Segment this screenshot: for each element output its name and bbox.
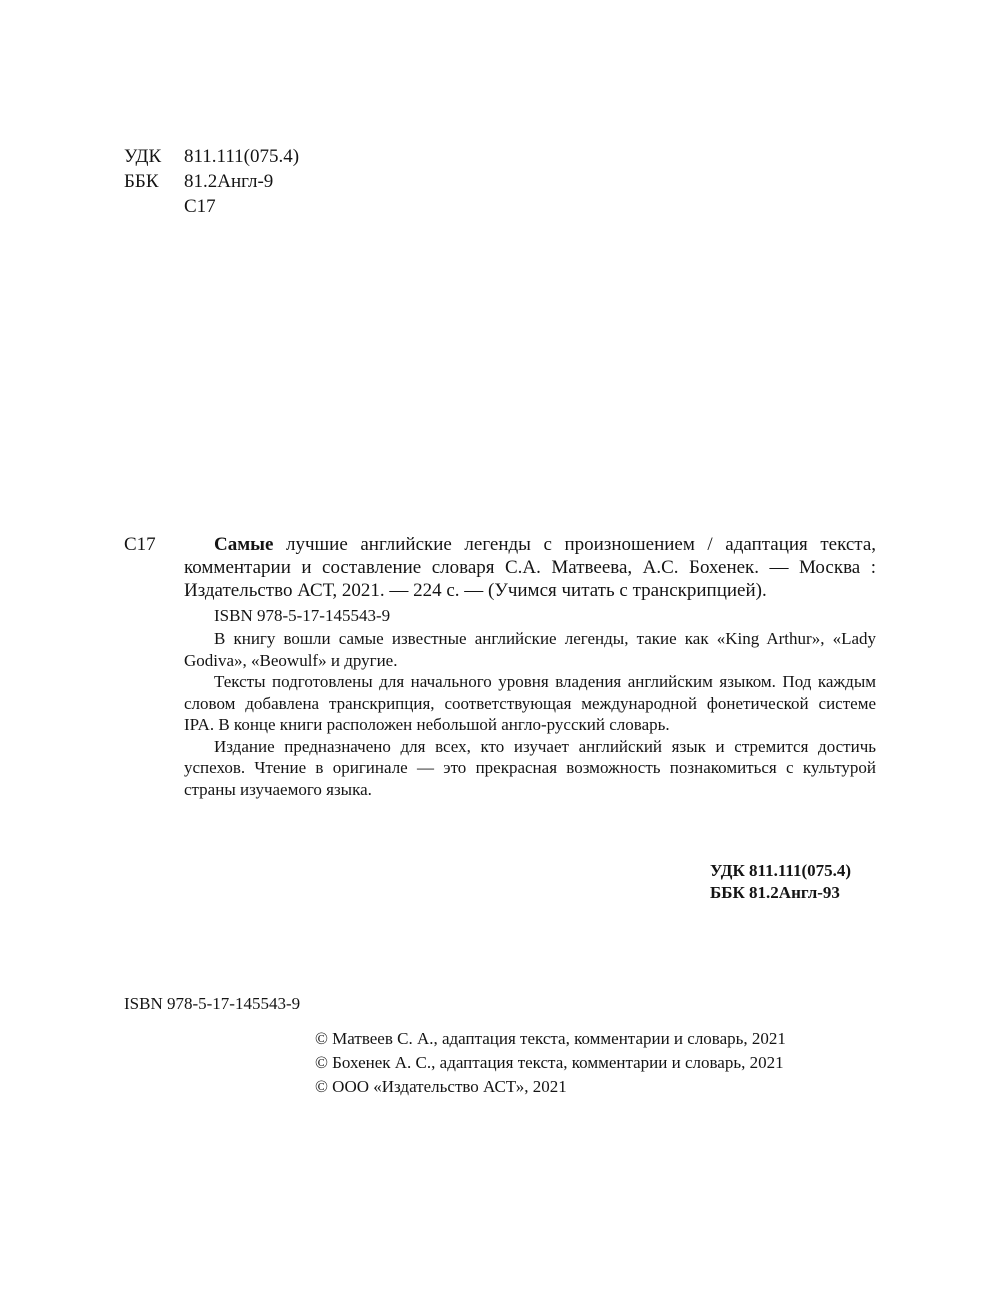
copyright-block bbox=[315, 1027, 786, 1099]
annotation-paragraph-2: Тексты подготовлены для начального уровня владения английским языком. Под каждым словом добавлена транскрипция, соответствующая международной фонетической системе IPA. В конце книги расположен небольшой англо-русский словарь. bbox=[184, 672, 876, 734]
title-first-word: Самые bbox=[214, 534, 274, 555]
top-classification-block bbox=[124, 144, 299, 219]
classification-codes bbox=[710, 860, 851, 904]
bbk-label: ББК bbox=[124, 171, 159, 192]
bibliographic-description bbox=[184, 533, 876, 602]
card-body bbox=[184, 533, 876, 800]
annotation-paragraph-3: Издание предназначено для всех, кто изучает английский язык и стремится достичь успехов. Чтение в оригинале — это прекрасная возможность познакомиться с культурой страны изучаемого языка. bbox=[184, 736, 876, 799]
udk-value: 811.111(075.4) bbox=[184, 146, 300, 167]
isbn-bottom: ISBN 978-5-17-145543-9 bbox=[124, 994, 301, 1013]
author-sign: С17 bbox=[184, 196, 216, 217]
udk-label: УДК bbox=[124, 146, 162, 167]
annotation-paragraph-1: В книгу вошли самые известные английские легенды, такие как «King Arthur», «Lady Godiva», «Beowulf» и другие. bbox=[184, 629, 876, 670]
bbk-code: ББК 81.2Англ-93 bbox=[710, 883, 840, 902]
copyright-line-1: © Матвеев С. А., адаптация текста, комментарии и словарь, 2021 bbox=[315, 1029, 786, 1048]
udk-row bbox=[124, 144, 299, 169]
card-author-sign: С17 bbox=[124, 534, 156, 555]
card-isbn: ISBN 978-5-17-145543-9 bbox=[214, 606, 391, 625]
bbk-value: 81.2Англ-9 bbox=[184, 171, 274, 192]
copyright-line-3: © ООО «Издательство АСТ», 2021 bbox=[315, 1077, 567, 1096]
udk-code: УДК 811.111(075.4) bbox=[710, 861, 852, 880]
description-text: лучшие английские легенды с произношением / адаптация текста, комментарии и составление словаря С.А. Матвеева, А.С. Бохенек. — Москва : Издательство АСТ, 2021. — 224 с. — (Учимся читать с транскрипцией). bbox=[184, 534, 876, 601]
bbk-row bbox=[124, 169, 299, 194]
copyright-line-2: © Бохенек А. С., адаптация текста, комментарии и словарь, 2021 bbox=[315, 1053, 784, 1072]
